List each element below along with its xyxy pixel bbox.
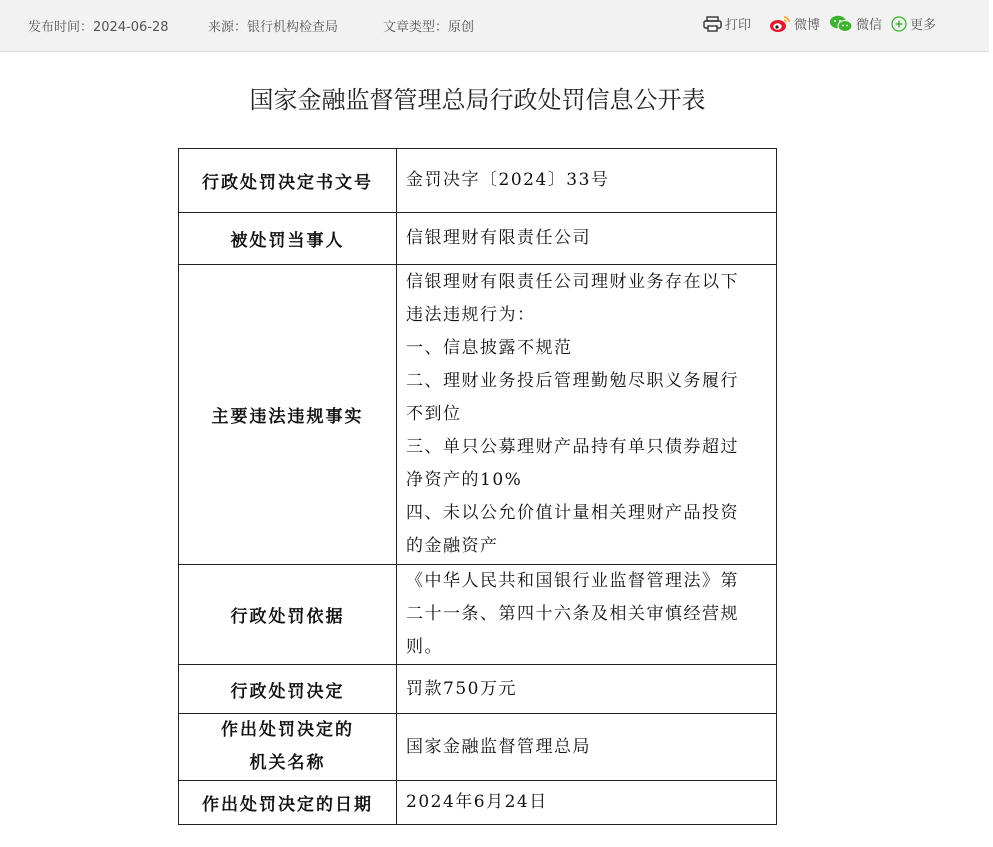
facts-line: 违法违规行为： <box>406 305 536 325</box>
table-row-authority <box>179 714 777 781</box>
article-type: 文章类型：原创 <box>383 20 475 35</box>
table-row-facts <box>179 265 777 565</box>
basis-line: 《中华人民共和国银行业监督管理法》第 <box>406 571 739 591</box>
decision-label: 行政处罚决定 <box>179 665 397 714</box>
plus-circle-icon <box>891 16 907 32</box>
facts-line: 不到位 <box>406 404 462 424</box>
party-label: 被处罚当事人 <box>179 213 397 265</box>
authority-label-line: 作出处罚决定的 <box>221 720 354 740</box>
table-row-doc-number <box>179 149 777 213</box>
facts-line: 的金融资产 <box>406 536 499 556</box>
facts-line: 一、信息披露不规范 <box>406 338 573 358</box>
source: 来源：银行机构检查局 <box>208 20 339 35</box>
wechat-icon <box>829 15 853 33</box>
decision-value: 罚款750万元 <box>397 665 777 714</box>
authority-label <box>179 714 397 781</box>
article-meta-bar <box>0 0 989 52</box>
decision-date-value: 2024年6月24日 <box>397 781 777 825</box>
facts-label: 主要违法违规事实 <box>179 265 397 565</box>
page-title: 国家金融监督管理总局行政处罚信息公开表 <box>249 86 706 114</box>
authority-label-line: 机关名称 <box>249 753 326 773</box>
table-row-decision <box>179 665 777 714</box>
basis-line: 二十一条、第四十六条及相关审慎经营规 <box>406 604 739 624</box>
more-share-button[interactable]: 更多 <box>891 14 936 33</box>
decision-date-label: 作出处罚决定的日期 <box>179 781 397 825</box>
doc-number-label: 行政处罚决定书文号 <box>179 149 397 213</box>
wechat-share-button[interactable]: 微信 <box>829 14 882 33</box>
table-row-basis <box>179 565 777 665</box>
penalty-info-table <box>178 148 777 825</box>
print-button[interactable]: 打印 <box>703 14 751 33</box>
weibo-share-button[interactable]: 微博 <box>769 14 820 33</box>
facts-value <box>397 265 777 565</box>
facts-line: 净资产的10% <box>406 470 523 490</box>
facts-line: 二、理财业务投后管理勤勉尽职义务履行 <box>406 371 739 391</box>
weibo-icon <box>769 15 791 33</box>
doc-number-value: 金罚决字〔2024〕33号 <box>397 149 777 213</box>
table-row-party <box>179 213 777 265</box>
basis-line: 则。 <box>406 637 443 657</box>
facts-line: 四、未以公允价值计量相关理财产品投资 <box>406 503 739 523</box>
authority-value: 国家金融监督管理总局 <box>397 714 777 781</box>
table-row-date <box>179 781 777 825</box>
publish-date: 发布时间：2024-06-28 <box>28 20 169 35</box>
facts-line: 三、单只公募理财产品持有单只债券超过 <box>406 437 739 457</box>
basis-value <box>397 565 777 665</box>
printer-icon <box>703 16 722 32</box>
party-value: 信银理财有限责任公司 <box>397 213 777 265</box>
facts-line: 信银理财有限责任公司理财业务存在以下 <box>406 272 739 292</box>
basis-label: 行政处罚依据 <box>179 565 397 665</box>
